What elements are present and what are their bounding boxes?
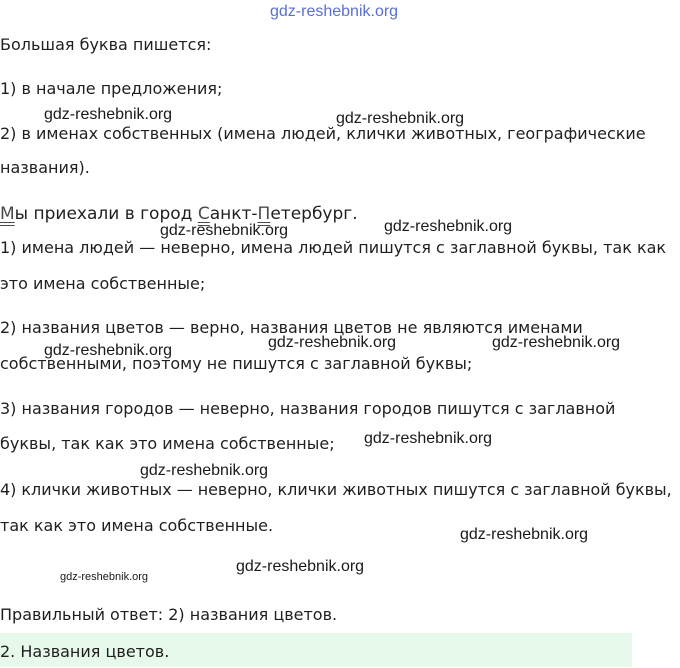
- option-2-line-2: собственными, поэтому не пишутся с заглавной буквы;: [0, 354, 473, 373]
- watermark: gdz-reshebnik.org: [364, 430, 493, 447]
- watermark: gdz-reshebnik.org: [268, 334, 397, 351]
- option-4-line-1: 4) клички животных — неверно, клички животных пишутся с заглавной буквы,: [0, 480, 672, 499]
- option-3-line-2: буквы, так как это имена собственные;: [0, 434, 335, 453]
- capital-letter: С: [197, 204, 210, 224]
- watermark: gdz-reshebnik.org: [44, 106, 173, 123]
- final-answer: 2. Названия цветов.: [0, 642, 170, 661]
- watermark: gdz-reshebnik.org: [384, 218, 513, 235]
- watermark: gdz-reshebnik.org: [270, 3, 399, 20]
- watermark: gdz-reshebnik.org: [140, 462, 269, 479]
- example-sentence: [0, 204, 358, 224]
- option-1-line-1: 1) имена людей — неверно, имена людей пишутся с заглавной буквы, так как: [0, 238, 667, 257]
- rule-item-2-line-2: названия).: [0, 158, 90, 177]
- sentence-part: ы приехали в город: [14, 204, 198, 224]
- option-3-line-1: 3) названия городов — неверно, названия городов пишутся с заглавной: [0, 399, 616, 418]
- rule-item-1: 1) в начале предложения;: [0, 79, 223, 98]
- option-2-line-1: 2) названия цветов — верно, названия цветов не являются именами: [0, 318, 583, 337]
- rule-intro: Большая буква пишется:: [0, 35, 212, 54]
- sentence-part: анкт-: [209, 204, 258, 224]
- capital-letter: П: [257, 204, 271, 224]
- watermark: gdz-reshebnik.org: [492, 334, 621, 351]
- watermark: gdz-reshebnik.org: [60, 571, 149, 583]
- option-4-line-2: так как это имена собственные.: [0, 516, 274, 535]
- correct-answer: Правильный ответ: 2) названия цветов.: [0, 605, 338, 624]
- capital-letter: М: [0, 204, 15, 224]
- sentence-part: етербург.: [270, 204, 358, 224]
- watermark: gdz-reshebnik.org: [236, 558, 365, 575]
- watermark: gdz-reshebnik.org: [44, 342, 173, 359]
- watermark: gdz-reshebnik.org: [336, 110, 465, 127]
- watermark: gdz-reshebnik.org: [460, 526, 589, 543]
- rule-item-2-line-1: 2) в именах собственных (имена людей, клички животных, географические: [0, 124, 646, 143]
- option-1-line-2: это имена собственные;: [0, 274, 206, 293]
- watermark: gdz-reshebnik.org: [160, 222, 289, 239]
